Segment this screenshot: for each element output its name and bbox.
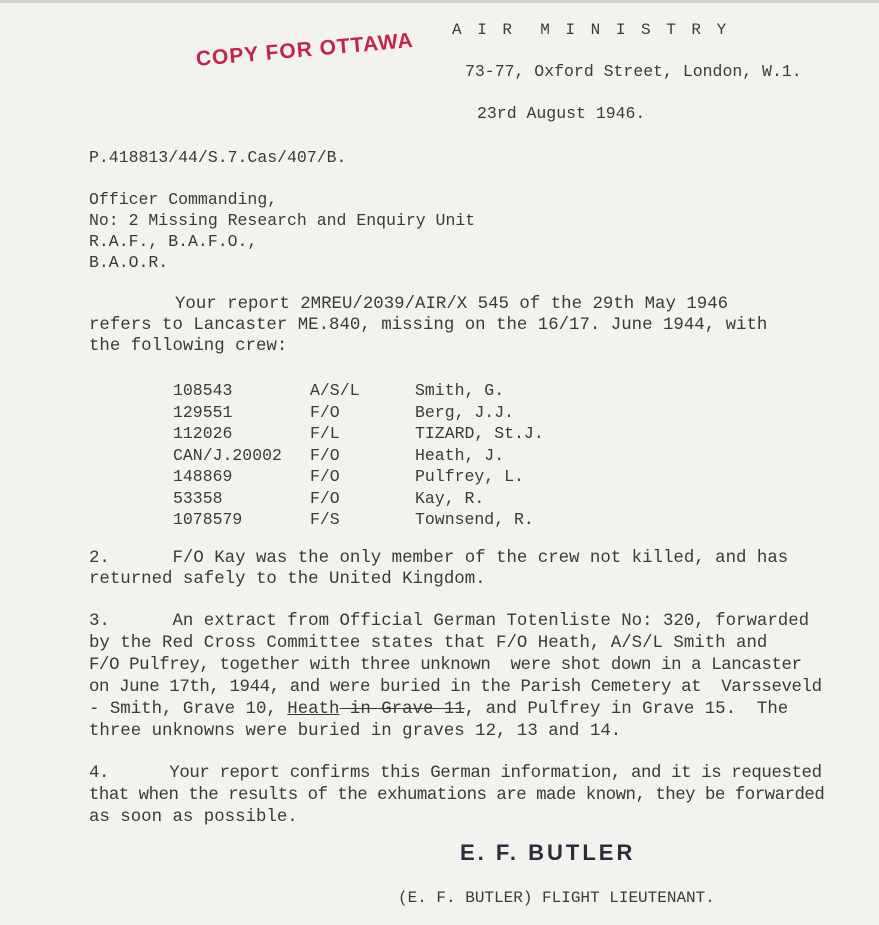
underlined-text: Heath — [287, 700, 340, 719]
letterhead-address: 73-77, Oxford Street, London, W.1. — [465, 62, 802, 81]
para-line: F/O Pulfrey, together with three unknown were shot down in a Lancaster — [89, 656, 802, 675]
text: - Smith, Grave 10, — [89, 700, 288, 719]
signature: E. F. BUTLER — [460, 840, 636, 865]
addressee-line: R.A.F., B.A.F.O., — [89, 232, 258, 251]
para-line — [89, 700, 788, 720]
crew-number: 108543 — [173, 381, 233, 400]
crew-number: 53358 — [173, 488, 223, 508]
para-line: by the Red Cross Committee states that F/O Heath, A/S/L Smith and — [89, 634, 768, 653]
crew-rank: F/O — [310, 467, 340, 486]
crew-number: 1078579 — [173, 510, 243, 529]
crew-name: Pulfrey, L. — [415, 467, 524, 486]
para-line: 4. Your report confirms this German information, and it is requested — [89, 764, 822, 783]
crew-rank: F/L — [310, 424, 340, 443]
reference-number: P.418813/44/S.7.Cas/407/B. — [89, 148, 347, 167]
crew-name: Kay, R. — [415, 488, 485, 508]
para-line: returned safely to the United Kingdom. — [89, 570, 486, 589]
crew-rank: F/O — [310, 488, 340, 508]
para-line: that when the results of the exhumations are made known, they be forwarded — [89, 786, 825, 805]
text: , and Pulfrey in Grave 15. The — [464, 700, 789, 719]
crew-rank: F/O — [310, 402, 340, 422]
addressee-line: B.A.O.R. — [89, 253, 169, 272]
copy-stamp: COPY FOR OTTAWA — [195, 28, 415, 71]
page-edge — [0, 0, 879, 3]
para-line: the following crew: — [89, 337, 288, 356]
signature-block: (E. F. BUTLER) FLIGHT LIEUTENANT. — [398, 889, 715, 907]
crew-rank: A/S/L — [310, 381, 360, 400]
addressee-line: No: 2 Missing Research and Enquiry Unit — [89, 211, 476, 230]
crew-rank: F/S — [310, 510, 340, 529]
addressee-line: Officer Commanding, — [89, 190, 278, 209]
para-line: refers to Lancaster ME.840, missing on the 16/17. June 1944, with — [89, 316, 768, 335]
crew-name: TIZARD, St.J. — [415, 424, 544, 443]
letterhead-org: A I R M I N I S T R Y — [452, 21, 730, 39]
para-line: 2. F/O Kay was the only member of the crew not killed, and has — [89, 549, 789, 568]
crew-number: 129551 — [173, 402, 233, 422]
para-line: on June 17th, 1944, and were buried in the Parish Cemetery at Varsseveld — [89, 678, 822, 697]
para-line: Your report 2MREU/2039/AIR/X 545 of the 29th May 1946 — [175, 295, 729, 314]
crew-rank: F/O — [310, 445, 340, 465]
para-line: as soon as possible. — [89, 808, 298, 827]
crew-number: CAN/J.20002 — [173, 445, 282, 465]
crew-number: 112026 — [173, 424, 233, 443]
para-line: 3. An extract from Official German Totenliste No: 320, forwarded — [89, 612, 810, 631]
crew-name: Heath, J. — [415, 445, 505, 465]
crew-name: Smith, G. — [415, 381, 505, 400]
crew-name: Berg, J.J. — [415, 402, 515, 422]
struck-text: in Grave 11 — [339, 700, 465, 719]
para-line: three unknowns were buried in graves 12, 13 and 14. — [89, 722, 622, 741]
letter-date: 23rd August 1946. — [477, 104, 646, 123]
crew-number: 148869 — [173, 467, 233, 486]
crew-name: Townsend, R. — [415, 510, 534, 529]
